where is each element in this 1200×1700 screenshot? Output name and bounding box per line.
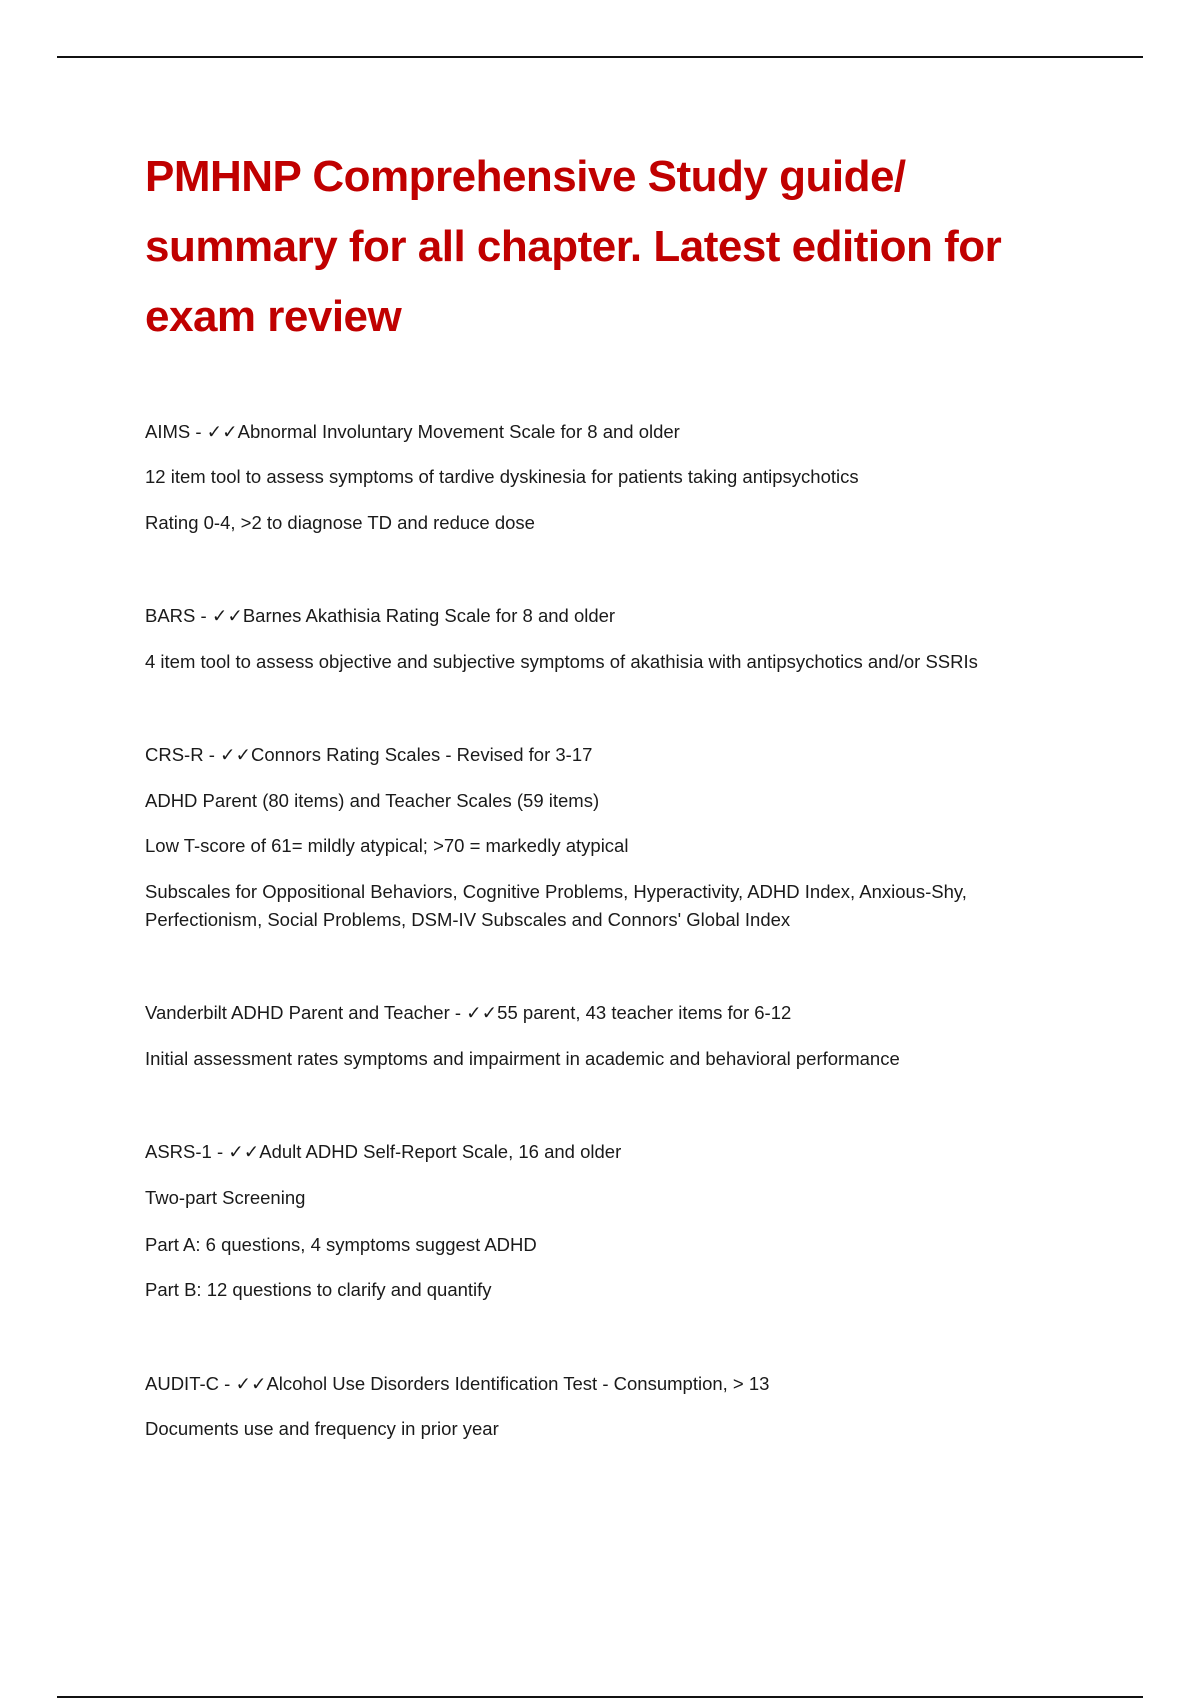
text-line: 4 item tool to assess objective and subjective symptoms of akathisia with antipsychotics and/or SSRIs	[145, 651, 978, 672]
text-line: Documents use and frequency in prior year	[145, 1418, 499, 1439]
text-line: Part B: 12 questions to clarify and quantify	[145, 1279, 492, 1300]
text-line: Subscales for Oppositional Behaviors, Cognitive Problems, Hyperactivity, ADHD Index, Anxious-Shy,	[145, 881, 967, 902]
text-line: 12 item tool to assess symptoms of tardive dyskinesia for patients taking antipsychotics	[145, 466, 859, 487]
text-line: ADHD Parent (80 items) and Teacher Scales (59 items)	[145, 790, 600, 811]
text-line: Part A: 6 questions, 4 symptoms suggest ADHD	[145, 1234, 537, 1255]
term-line: ASRS-1 - ✓✓Adult ADHD Self-Report Scale, 16 and older	[145, 1141, 622, 1162]
text-line: Low T-score of 61= mildly atypical; >70 = markedly atypical	[145, 835, 629, 856]
term-line: BARS - ✓✓Barnes Akathisia Rating Scale for 8 and older	[145, 605, 616, 626]
term-line: CRS-R - ✓✓Connors Rating Scales - Revised for 3-17	[145, 744, 593, 765]
text-line: Two-part Screening	[145, 1187, 306, 1208]
document-title: PMHNP Comprehensive Study guide/ summary for all chapter. Latest edition for exam review	[145, 152, 1002, 341]
term-line: Vanderbilt ADHD Parent and Teacher - ✓✓55 parent, 43 teacher items for 6-12	[145, 1002, 792, 1023]
text-line: Initial assessment rates symptoms and impairment in academic and behavioral performance	[145, 1048, 900, 1069]
top-rule	[57, 56, 1143, 58]
term-line: AIMS - ✓✓Abnormal Involuntary Movement Scale for 8 and older	[145, 421, 680, 442]
term-line: AUDIT-C - ✓✓Alcohol Use Disorders Identification Test - Consumption, > 13	[145, 1373, 770, 1394]
text-line: Perfectionism, Social Problems, DSM-IV Subscales and Connors' Global Index	[145, 909, 791, 930]
text-line: Rating 0-4, >2 to diagnose TD and reduce dose	[145, 512, 535, 533]
bottom-rule	[57, 1696, 1143, 1698]
